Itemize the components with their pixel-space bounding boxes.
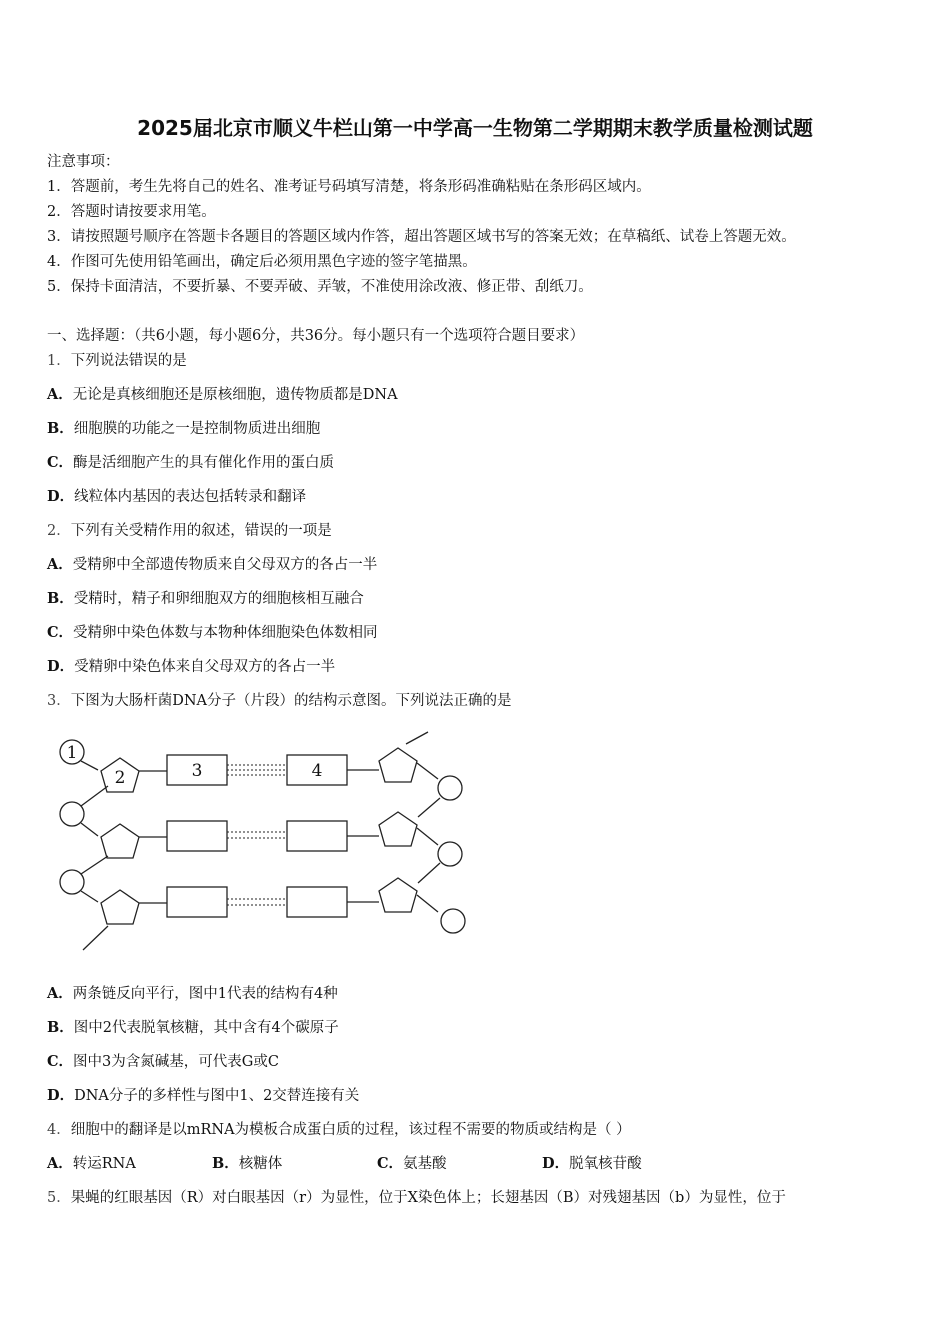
deoxyribose-pentagon (101, 824, 139, 858)
option-text: 两条链反向平行，图中1代表的结构有4种 (72, 986, 338, 1002)
q1-option-c (47, 453, 334, 473)
q1-option-a (47, 385, 398, 405)
q4-option-a (47, 1154, 136, 1174)
option-text: 转运RNA (72, 1156, 136, 1172)
phosphate-circle (441, 909, 465, 933)
q3-option-d (47, 1086, 359, 1106)
question-stem: 果蝇的红眼基因（R）对白眼基因（r）为显性，位于X染色体上；长翅基因（B）对残翅基因（b）为显性，位于 (70, 1190, 786, 1206)
option-text: 受精卵中染色体数与本物种体细胞染色体数相同 (73, 625, 378, 641)
option-text: DNA分子的多样性与图中1、2交替连接有关 (74, 1088, 360, 1104)
base-box (167, 821, 227, 851)
option-text: 受精卵中染色体来自父母双方的各占一半 (74, 659, 336, 675)
q4-option-c (377, 1154, 447, 1174)
question-4 (47, 1120, 631, 1140)
phosphate-circle (438, 776, 462, 800)
option-label: A． (47, 985, 73, 1002)
section-header: 一、选择题：（共6小题，每小题6分，共36分。每小题只有一个选项符合题目要求） (47, 328, 585, 344)
option-label: C． (47, 454, 74, 471)
notice-item-1: 1．答题前，考生先将自己的姓名、准考证号码填写清楚，将条形码准确粘贴在条形码区域内。 (47, 179, 651, 195)
q2-option-c (47, 623, 378, 643)
question-number: 4． (47, 1122, 71, 1138)
diagram-label-3: 3 (191, 761, 203, 781)
base-box (167, 887, 227, 917)
option-label: D． (47, 658, 75, 675)
option-label: B． (212, 1155, 239, 1172)
q2-option-a (47, 555, 377, 575)
phosphate-circle (60, 802, 84, 826)
option-text: 氨基酸 (403, 1156, 447, 1172)
base-box (287, 887, 347, 917)
diagram-label-4: 4 (311, 761, 323, 781)
deoxyribose-pentagon (101, 890, 139, 924)
exam-title: 2025届北京市顺义牛栏山第一中学高一生物第二学期期末教学质量检测试题 (137, 116, 813, 140)
q4-option-b (212, 1154, 282, 1174)
deoxyribose-pentagon (379, 812, 417, 846)
q3-option-a (47, 984, 338, 1004)
question-5 (47, 1188, 786, 1208)
notice-item-5: 5．保持卡面清洁，不要折暴、不要弄破、弄皱，不准使用涂改液、修正带、刮纸刀。 (47, 279, 593, 295)
option-text: 细胞膜的功能之一是控制物质进出细胞 (73, 421, 321, 437)
option-label: D． (47, 488, 75, 505)
question-stem: 细胞中的翻译是以mRNA为模板合成蛋白质的过程，该过程不需要的物质或结构是（ ） (70, 1122, 631, 1138)
deoxyribose-pentagon (379, 748, 417, 782)
notice-heading: 注意事项： (47, 154, 120, 170)
option-text: 线粒体内基因的表达包括转录和翻译 (74, 489, 307, 505)
q4-option-d (542, 1154, 642, 1174)
option-label: D． (542, 1155, 570, 1172)
option-label: A． (47, 1155, 73, 1172)
question-3 (47, 691, 512, 711)
question-stem: 下列说法错误的是 (70, 353, 187, 369)
question-number: 3． (47, 693, 71, 709)
question-1 (47, 351, 187, 371)
q2-option-b (47, 589, 364, 609)
option-text: 图中3为含氮碱基，可代表G或C (73, 1054, 279, 1070)
question-number: 2． (47, 523, 71, 539)
question-2 (47, 521, 332, 541)
option-label: A． (47, 386, 73, 403)
option-text: 脱氧核苷酸 (569, 1156, 642, 1172)
base-box (287, 821, 347, 851)
phosphate-circle (60, 870, 84, 894)
q1-option-d (47, 487, 306, 507)
diagram-label-1: 1 (66, 743, 78, 763)
diagram-label-2: 2 (114, 768, 126, 788)
option-text: 图中2代表脱氧核糖，其中含有4个碳原子 (73, 1020, 339, 1036)
option-label: C． (47, 1053, 74, 1070)
option-text: 核糖体 (238, 1156, 283, 1172)
option-label: B． (47, 590, 74, 607)
q3-option-c (47, 1052, 279, 1072)
q1-option-b (47, 419, 320, 439)
notice-item-2: 2．答题时请按要求用笔。 (47, 204, 216, 220)
deoxyribose-pentagon (379, 878, 417, 912)
option-text: 受精时，精子和卵细胞双方的细胞核相互融合 (73, 591, 364, 607)
option-text: 受精卵中全部遗传物质来自父母双方的各占一半 (72, 557, 378, 573)
option-label: A． (47, 556, 73, 573)
phosphate-circle (438, 842, 462, 866)
notice-item-4: 4．作图可先使用铅笔画出，确定后必须用黑色字迹的签字笔描黑。 (47, 254, 477, 270)
question-number: 5． (47, 1190, 71, 1206)
option-text: 酶是活细胞产生的具有催化作用的蛋白质 (73, 455, 335, 471)
notice-item-3: 3．请按照题号顺序在答题卡各题目的答题区域内作答，超出答题区域书写的答案无效；在草稿纸、试卷上答题无效。 (47, 229, 796, 245)
question-number: 1． (47, 353, 71, 369)
option-label: B． (47, 420, 74, 437)
option-label: C． (47, 624, 74, 641)
q2-option-d (47, 657, 335, 677)
q4-options-row (47, 1154, 907, 1174)
question-stem: 下列有关受精作用的叙述，错误的一项是 (70, 523, 332, 539)
q3-option-b (47, 1018, 339, 1038)
option-text: 无论是真核细胞还是原核细胞，遗传物质都是DNA (72, 387, 398, 403)
question-stem: 下图为大肠杆菌DNA分子（片段）的结构示意图。下列说法正确的是 (70, 693, 512, 709)
option-label: B． (47, 1019, 74, 1036)
dna-structure-diagram (50, 728, 480, 956)
option-label: C． (377, 1155, 404, 1172)
option-label: D． (47, 1087, 75, 1104)
